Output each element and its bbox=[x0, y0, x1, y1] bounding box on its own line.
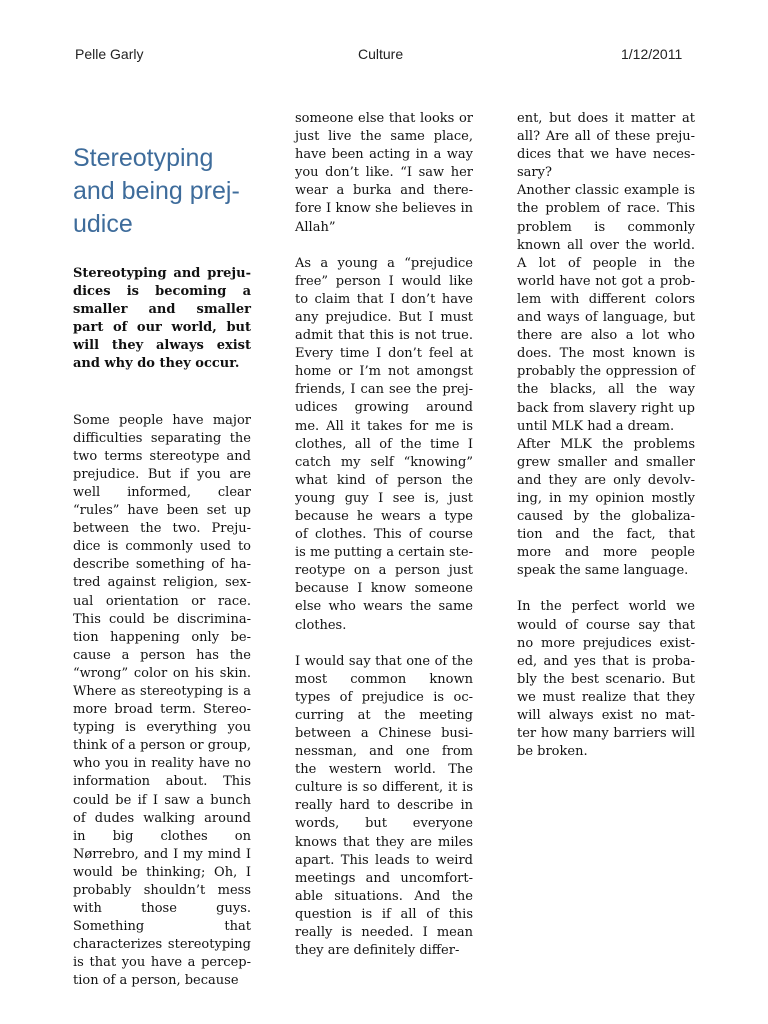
author-name: Pelle Garly bbox=[75, 46, 144, 62]
article-title: Stereotyping and being prej-udice bbox=[73, 144, 240, 238]
paragraph: Some people have major difficulties separating the two terms stereotype and prejudice. But if you are well informed, clear “rules” have been set up between the two. Preju-dice is commonly used to describe something of ha-tred against religion, sex-ual orientation or race. This could be discrimina-tion happening only be-cause a person has the “wrong” color on his skin. Where as stereotyping is a more broad term. Stereo-typing is everything you think of a person or group, who you in reality have no information about. This could be if I saw a bunch of dudes walking around in big clothes on Nørrebro, and I my mind I would be thinking; Oh, I probably shouldn’t mess with those guys. Something that characterizes stereotyping is that you have a percep-tion of a person, because bbox=[73, 412, 251, 989]
paragraph: I would say that one of the most common known types of prejudice is oc-curring at the meeting between a Chinese busi-nessman, and one from the western world. The culture is so different, it is really hard to describe in words, but everyone knows that they are miles apart. This leads to weird meetings and uncomfort-able situations. And the question is if all of this really is needed. I mean they are definitely differ- bbox=[295, 653, 473, 959]
paragraph: ent, but does it matter at all? Are all of these preju-dices that we have neces-sary? bbox=[517, 111, 695, 181]
article-lead: Stereotyping and preju-dices is becoming a smaller and smaller part of our world, but will they always exist and why do they occur. bbox=[73, 266, 251, 372]
publication-date: 1/12/2011 bbox=[621, 46, 683, 62]
column-1 bbox=[73, 110, 251, 991]
paragraph: In the perfect world we would of course say that no more prejudices exist-ed, and yes that is proba-bly the best scenario. But we must realize that they will always exist no mat-ter how many barriers will be broken. bbox=[517, 599, 695, 760]
section-name: Culture bbox=[358, 46, 404, 62]
column-3 bbox=[517, 110, 695, 761]
paragraph: As a young a “prejudice free” person I would like to claim that I don’t have any prejudice. But I must admit that this is not true. Every time I don’t feel at home or I’m not amongst friends, I can see the prej-udices growing around me. All it takes for me is clothes, all of the time I catch my self “knowing” what kind of person the young guy I see is, just because he wears a type of clothes. This of course is me putting a certain ste-reotype on a person just because I know someone else who wears the same clothes. bbox=[295, 255, 473, 633]
column-2 bbox=[295, 110, 473, 960]
paragraph: someone else that looks or just live the same place, have been acting in a way you don’t like. “I saw her wear a burka and there-fore I know she believes in Allah” bbox=[295, 111, 473, 235]
paragraph: Another classic example is the problem of race. This problem is commonly known all over the world. A lot of people in the world have not got a prob-lem with different colors and ways of language, but there are also a lot who does. The most known is probably the oppression of the blacks, all the way back from slavery right up until MLK had a dream. bbox=[517, 183, 695, 434]
paragraph: After MLK the problems grew smaller and smaller and they are only devolv-ing, in my opinion mostly caused by the globaliza-tion and the fact, that more and more people speak the same language. bbox=[517, 436, 695, 579]
